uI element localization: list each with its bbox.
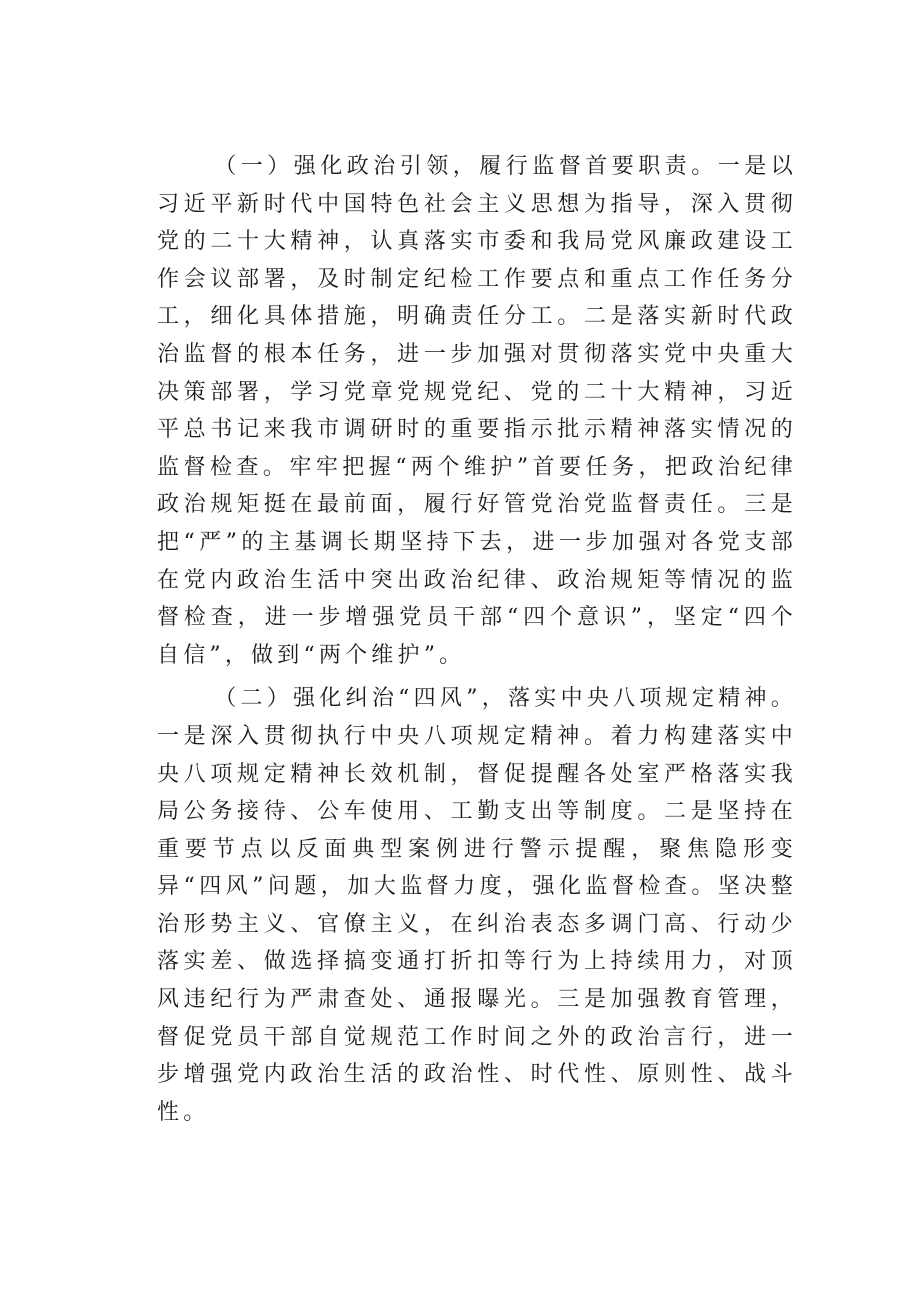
document-body: [157, 148, 797, 1131]
paragraph-four-winds: （二）强化纠治“四风”，落实中央八项规定精神。一是深入贯彻执行中央八项规定精神。着力构建落实中央八项规定精神长效机制，督促提醒各处室严格落实我局公务接待、公车使用、工勤支出等制度。二是坚持在重要节点以反面典型案例进行警示提醒，聚焦隐形变异“四风”问题，加大监督力度，强化监督检查。坚决整治形势主义、官僚主义，在纠治表态多调门高、行动少落实差、做选择搞变通打折扣等行为上持续用力，对顶风违纪行为严肃查处、通报曝光。三是加强教育管理，督促党员干部自觉规范工作时间之外的政治言行，进一步增强党内政治生活的政治性、时代性、原则性、战斗性。: [157, 686, 797, 1125]
paragraph-political-guidance: （一）强化政治引领，履行监督首要职责。一是以习近平新时代中国特色社会主义思想为指导，深入贯彻党的二十大精神，认真落实市委和我局党风廉政建设工作会议部署，及时制定纪检工作要点和重点工作任务分工，细化具体措施，明确责任分工。二是落实新时代政治监督的根本任务，进一步加强对贯彻落实党中央重大决策部署，学习党章党规党纪、党的二十大精神，习近平总书记来我市调研时的重要指示批示精神落实情况的监督检查。牢牢把握“两个维护”首要任务，把政治纪律政治规矩挺在最前面，履行好管党治党监督责任。三是把“严”的主基调长期坚持下去，进一步加强对各党支部在党内政治生活中突出政治纪律、政治规矩等情况的监督检查，进一步增强党员干部“四个意识”，坚定“四个自信”，做到“两个维护”。: [157, 154, 797, 668]
